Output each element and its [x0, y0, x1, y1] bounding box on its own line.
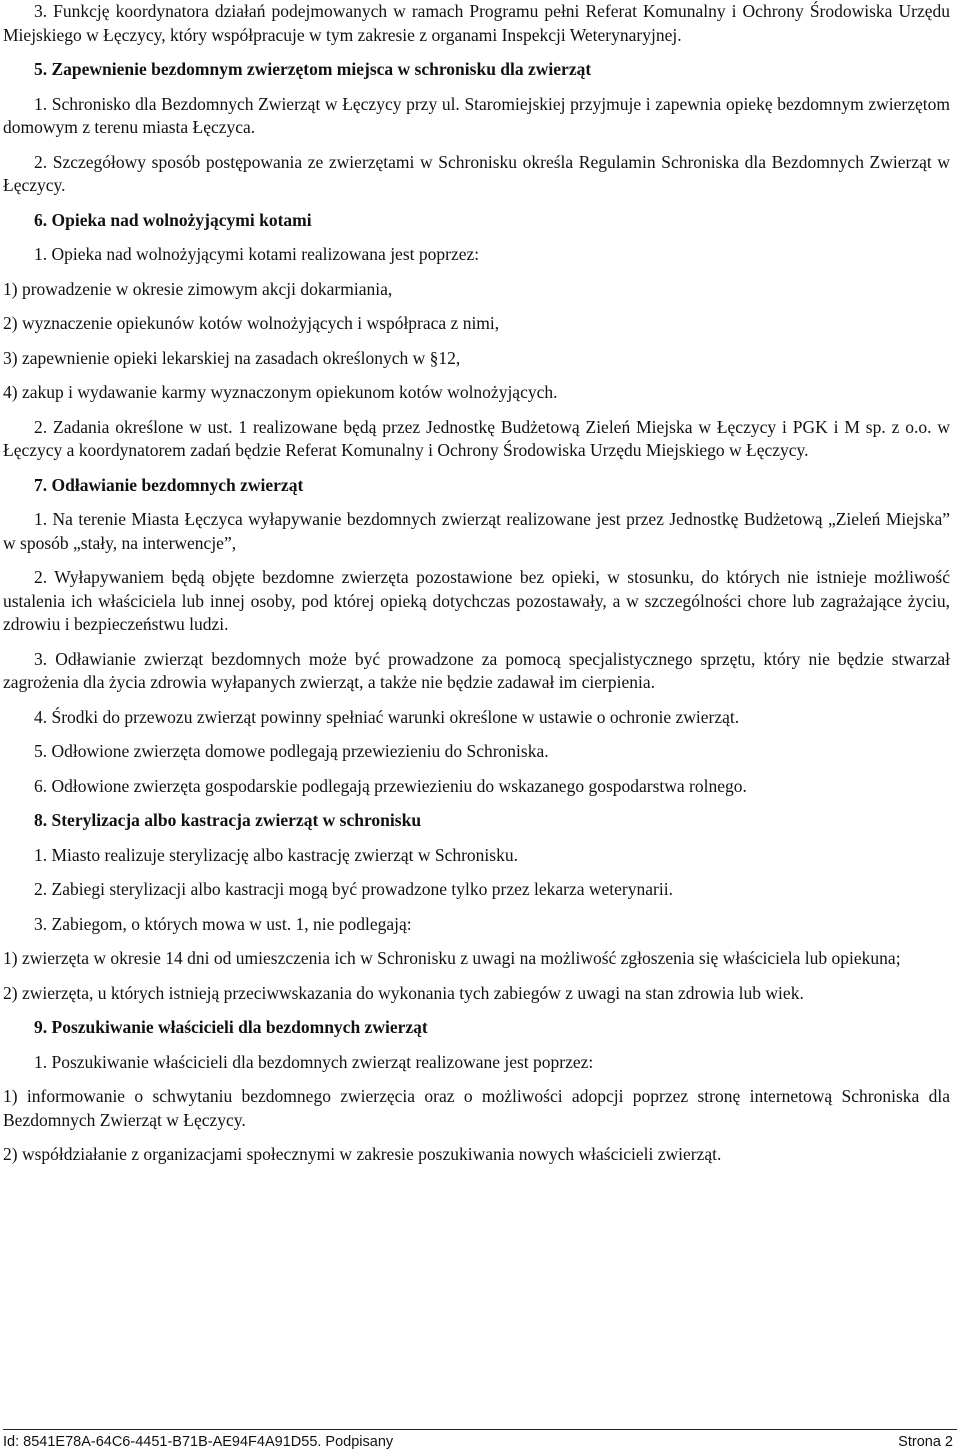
- list-item: 3) zapewnienie opieki lekarskiej na zasadach określonych w §12,: [3, 347, 461, 368]
- section-5-heading: 5. Zapewnienie bezdomnym zwierzętom miejsca w schronisku dla zwierząt: [34, 59, 592, 79]
- section-7-paragraph-2: 2. Wyłapywaniem będą objęte bezdomne zwierzęta pozostawione bez opieki, w stosunku, do których nie istnieje możliwość ustalenia ich właściciela lub innej osoby, pod której opieką dotychczas pozostawały, a w szczególności chore lub zagrażające życiu, zdrowiu i bezpieczeństwu ludzi.: [3, 567, 950, 634]
- section-9-heading: 9. Poszukiwanie właścicieli dla bezdomnych zwierząt: [34, 1017, 428, 1037]
- section-9-list: [3, 1085, 950, 1167]
- section-8-list: [3, 947, 950, 1005]
- list-item: 1) prowadzenie w okresie zimowym akcji dokarmiania,: [3, 278, 393, 299]
- list-item: 1) informowanie o schwytaniu bezdomnego zwierzęcia oraz o możliwości adopcji poprzez stronę internetową Schroniska dla Bezdomnych Zwierząt w Łęczycy.: [3, 1086, 950, 1130]
- section-6-paragraph-1: 1. Opieka nad wolnożyjącymi kotami realizowana jest poprzez:: [34, 244, 480, 264]
- section-6-heading: 6. Opieka nad wolnożyjącymi kotami: [34, 209, 312, 230]
- section-9-paragraph-1: 1. Poszukiwanie właścicieli dla bezdomnych zwierząt realizowane jest poprzez:: [34, 1051, 594, 1072]
- section-8-heading: 8. Sterylizacja albo kastracja zwierząt w schronisku: [34, 810, 422, 830]
- list-item: 4) zakup i wydawanie karmy wyznaczonym opiekunom kotów wolnożyjących.: [3, 382, 558, 402]
- page-number: Strona 2: [898, 1434, 953, 1450]
- document-id-text: Id: 8541E78A-64C6-4451-B71B-AE94F4A91D55. Podpisany: [3, 1434, 394, 1450]
- list-item: 2) wyznaczenie opiekunów kotów wolnożyjących i współpraca z nimi,: [3, 313, 500, 333]
- list-item: 2) zwierzęta, u których istnieją przeciwwskazania do wykonania tych zabiegów z uwagi na stan zdrowia lub wiek.: [3, 982, 804, 1003]
- section-7-paragraph-3: 3. Odławianie zwierząt bezdomnych może być prowadzone za pomocą specjalistycznego sprzętu, który nie będzie stwarzał zagrożenia dla życia zdrowia wyłapanych zwierząt, a także nie będzie zadawał im cierpienia.: [3, 648, 950, 692]
- document-body: [3, 0, 950, 1167]
- section-8-paragraph-1: 1. Miasto realizuje sterylizację albo kastrację zwierząt w Schronisku.: [34, 844, 518, 865]
- intro-paragraph-3: 3. Funkcję koordynatora działań podejmowanych w ramach Programu pełni Referat Komunalny i Ochrony Środowiska Urzędu Miejskiego w Łęczycy, który współpracuje w tym zakresie z organami Inspekcji Weterynaryjnej.: [3, 1, 950, 45]
- list-item: 2) współdziałanie z organizacjami społecznymi w zakresie poszukiwania nowych właścicieli zwierząt.: [3, 1144, 722, 1164]
- section-5-paragraph-1: 1. Schronisko dla Bezdomnych Zwierząt w Łęczycy przy ul. Staromiejskiej przyjmuje i zapewnia opiekę bezdomnym zwierzętom domowym z terenu miasta Łęczyca.: [3, 93, 950, 137]
- section-7-paragraph-1: 1. Na terenie Miasta Łęczyca wyłapywanie bezdomnych zwierząt realizowane jest przez Jednostkę Budżetową „Zieleń Miejska” w sposób „stały, na interwencje”,: [3, 509, 950, 553]
- footer-divider: [3, 1429, 957, 1430]
- section-6-paragraph-2: 2. Zadania określone w ust. 1 realizowane będą przez Jednostkę Budżetową Zieleń Miejska w Łęczycy i PGK i M sp. z o.o. w Łęczycy a koordynatorem zadań będzie Referat Komunalny i Ochrony Środowiska Urzędu Miejskiego w Łęczycy.: [3, 416, 950, 460]
- section-8-paragraph-2: 2. Zabiegi sterylizacji albo kastracji mogą być prowadzone tylko przez lekarza weterynarii.: [34, 879, 673, 899]
- section-7-paragraph-4: 4. Środki do przewozu zwierząt powinny spełniać warunki określone w ustawie o ochronie zwierząt.: [34, 706, 740, 727]
- section-6-list: [3, 278, 950, 405]
- page-footer: [3, 1433, 953, 1451]
- section-5-paragraph-2: 2. Szczegółowy sposób postępowania ze zwierzętami w Schronisku określa Regulamin Schroniska dla Bezdomnych Zwierząt w Łęczycy.: [3, 151, 950, 195]
- section-7-paragraph-6: 6. Odłowione zwierzęta gospodarskie podlegają przewiezieniu do wskazanego gospodarstwa rolnego.: [34, 775, 747, 796]
- section-7-heading: 7. Odławianie bezdomnych zwierząt: [34, 474, 304, 495]
- list-item: 1) zwierzęta w okresie 14 dni od umieszczenia ich w Schronisku z uwagi na możliwość zgłoszenia się właściciela lub opiekuna;: [3, 948, 901, 968]
- section-7-paragraph-5: 5. Odłowione zwierzęta domowe podlegają przewiezieniu do Schroniska.: [34, 741, 549, 761]
- section-8-paragraph-3: 3. Zabiegom, o których mowa w ust. 1, nie podlegają:: [34, 913, 412, 934]
